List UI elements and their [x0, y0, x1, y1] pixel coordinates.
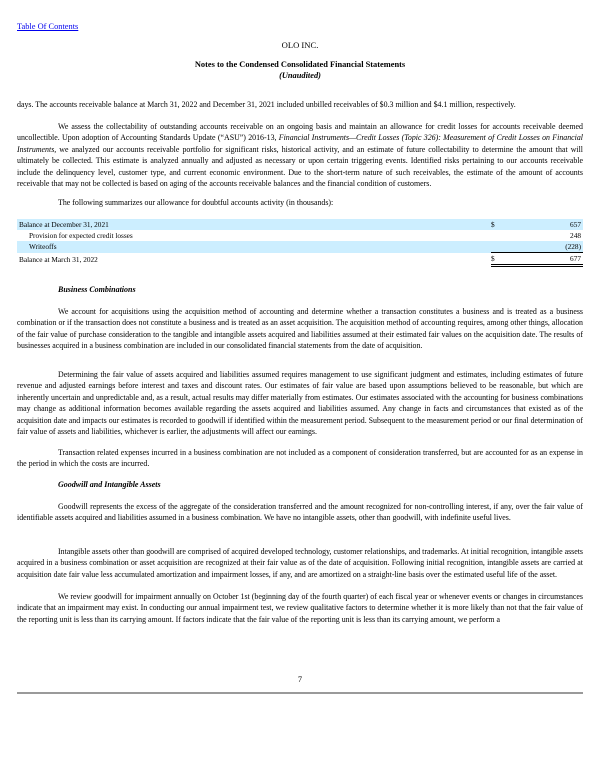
paragraph-table-intro: The following summarizes our allowance for doubtful accounts activity (in thousands):: [58, 198, 334, 207]
table-of-contents-link[interactable]: Table Of Contents: [17, 22, 79, 31]
table-row: [17, 241, 583, 253]
row-currency: [491, 230, 503, 241]
row-currency: $: [491, 253, 503, 266]
asu-title: Financial Instruments—Credit Losses (Topic 326): Measurement of Credit Losses on Financial Instruments,: [17, 133, 583, 154]
row-currency: [491, 241, 503, 253]
row-value: 677: [503, 253, 583, 266]
table-row: [17, 253, 583, 266]
heading-goodwill-intangible: Goodwill and Intangible Assets: [58, 480, 161, 489]
paragraph-unbilled-receivables: days. The accounts receivable balance at March 31, 2022 and December 31, 2021 included unbilled receivables of $0.3 million and $4.1 million, respectively.: [17, 100, 516, 109]
paragraph-collectability-part1: We assess the collectability of outstanding accounts receivable on an ongoing basis and maintain an allowance for credit losses for accounts receivable deemed uncollectible. Upon adoption of Accounting Standards Update (“ASU”) 2016-13,: [17, 122, 583, 143]
paragraph-collectability-part2: we analyzed our accounts receivable portfolio for significant risks, historical activity, and an estimate of future collectability to determine the amount that will ultimately be collected. This estimate is analyzed annually and adjusted as necessary or upon certain triggering events. Identified risks pertaining to our accounts receivable include the delinquency level, customer type, and current economic environment. Due to the short-term nature of such receivables, the estimate of the amount of accounts receivable that may not be collected is based on aging of the accounts receivable balances and the financial condition of customers.: [17, 144, 583, 189]
paragraph-fair-value: Determining the fair value of assets acquired and liabilities assumed requires management to use significant judgment and estimates, including estimates of future revenue and adjusted earnings before interest and taxes and discount rates. Our estimates of fair value are based upon assumptions believed to be reasonable, but which are inherently uncertain and unpredictable and, as a result, actual results may differ materially from estimates. Our estimates associated with the accounting for business combinations may change as additional information becomes available regarding the assets acquired and liabilities assumed. Any change in facts and circumstances that existed as of the acquisition date and impacts our estimates is recorded to goodwill if identified within the measurement period. Subsequent to the measurement period or our final determination of fair value of assets and liabilities, whichever is earlier, the adjustments will affect our earnings.: [17, 370, 583, 437]
row-currency: $: [491, 219, 503, 230]
page-number: 7: [297, 675, 303, 684]
paragraph-transaction-expenses: Transaction related expenses incurred in a business combination are not included as a component of consideration transferred, but are accounted for as an expense in the period in which the costs are incurred.: [17, 448, 583, 469]
unaudited-label: (Unaudited): [279, 71, 321, 80]
row-label: Provision for expected credit losses: [29, 231, 133, 240]
paragraph-intangible-assets: Intangible assets other than goodwill are comprised of acquired developed technology, customer relationships, and trademarks. At initial recognition, intangible assets acquired in a business combination or asset acquisition are recognized at their fair value as of the date of acquisition. Following initial recognition, intangible assets are carried at acquisition date fair value less accumulated amortization and impairment losses, if any, and are amortized on a straight-line basis over the estimated useful life of the asset.: [17, 547, 583, 579]
row-value: 657: [503, 219, 583, 230]
company-name: OLO INC.: [281, 40, 319, 50]
paragraph-acquisition-method: We account for acquisitions using the acquisition method of accounting and determine whether a transaction constitutes a business and is treated as a business combination or if the transaction does not constitute a business and is treated as an asset acquisition. The acquisition method of accounting requires, among other things, allocation of the fair value of purchase consideration to the tangible and intangible assets acquired and liabilities assumed at their estimated fair values on the acquisition date. The results of businesses acquired in a business combination are included in our consolidated financial statements from the date of acquisition.: [17, 307, 583, 351]
heading-business-combinations: Business Combinations: [58, 285, 136, 294]
table-row: [17, 230, 583, 241]
paragraph-goodwill: Goodwill represents the excess of the aggregate of the consideration transferred and the amount recognized for non-controlling interest, if any, over the fair value of identifiable assets acquired and liabilities assumed in a business combination. We have no intangible assets, other than goodwill, with indefinite useful lives.: [17, 502, 583, 523]
row-value: (228): [503, 241, 583, 253]
row-label: Balance at December 31, 2021: [17, 219, 491, 230]
row-label: Writeoffs: [17, 241, 491, 253]
table-row: [17, 219, 583, 230]
notes-title: Notes to the Condensed Consolidated Financial Statements: [194, 60, 406, 69]
paragraph-collectability: [17, 121, 583, 189]
row-value: 248: [570, 231, 581, 240]
paragraph-impairment: We review goodwill for impairment annually on October 1st (beginning day of the fourth quarter) of each fiscal year or whenever events or changes in circumstances indicate that an impairment may exist. In conducting our annual impairment test, we review qualitative factors to determine whether it is more likely than not that the fair value of the reporting unit is less than its carrying amount. If factors indicate that the fair value of the reporting unit is less than its carrying amount, we perform a: [17, 592, 583, 624]
allowance-table: [17, 219, 583, 267]
row-label: Balance at March 31, 2022: [19, 254, 98, 264]
page-divider: [17, 692, 583, 694]
